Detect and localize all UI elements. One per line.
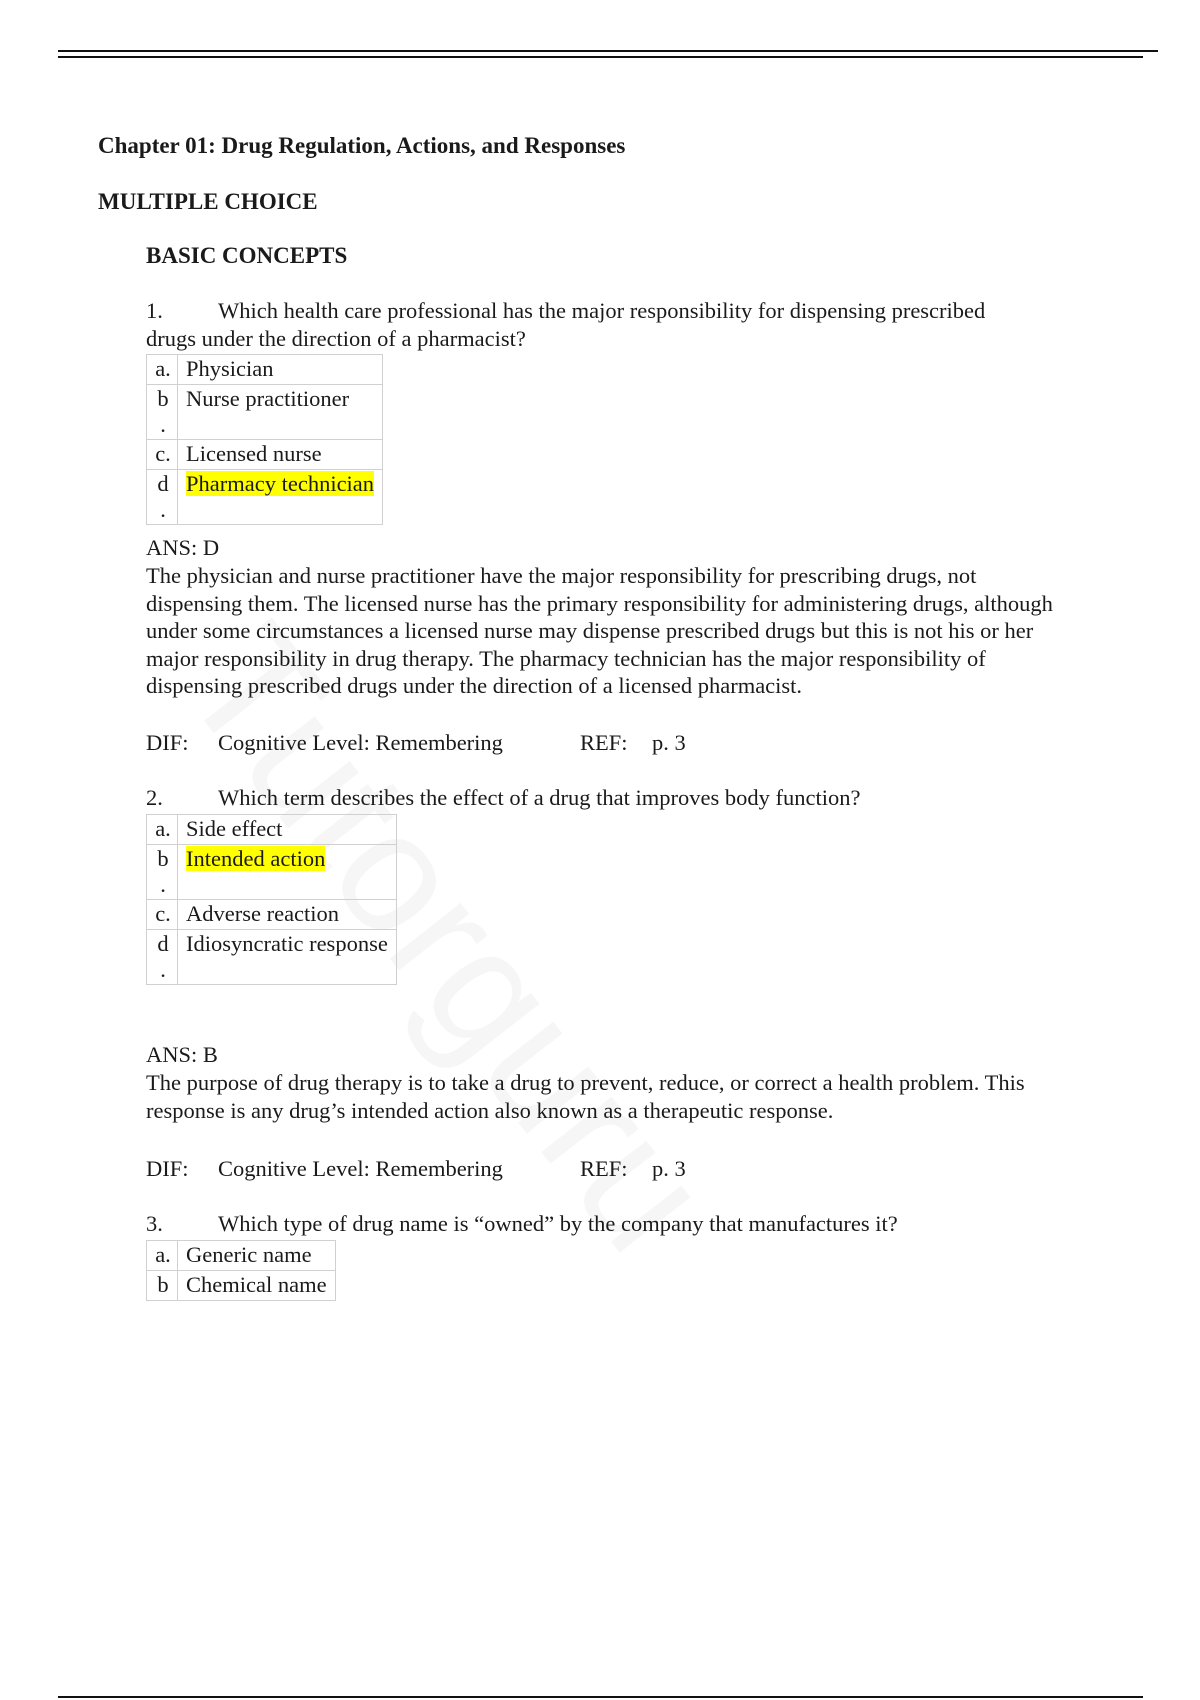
question-1-rationale: The physician and nurse practitioner have the major responsibility for prescribing drugs, not dispensing them. The licensed nurse has the primary responsibility for administering drugs, although under some circumstances a licensed nurse may dispense prescribed drugs but this is not his or her major responsibility in drug therapy. The pharmacy technician has the major responsibility of dispensing prescribed drugs under the direction of a licensed pharmacist. [146,563,1053,698]
answer-highlight: Pharmacy technician [186,471,375,496]
dif-label: DIF: [146,1156,189,1181]
option-row [147,930,397,985]
dif-label: DIF: [146,730,189,755]
question-1-options [146,354,383,525]
option-letter: b . [147,845,178,900]
section-heading: MULTIPLE CHOICE [98,189,318,214]
question-text-cont: drugs under the direction of a pharmacist? [146,326,526,351]
option-text: Nurse practitioner [178,385,383,440]
header-rule-bottom [58,56,1143,58]
question-1-stem [146,297,1046,353]
option-row [147,385,383,440]
question-2-stem [146,784,1046,812]
option-text-correct [178,470,383,525]
option-text: Side effect [178,815,397,845]
option-row [147,845,397,900]
header-rule-top [58,50,1158,52]
option-letter: a. [147,1241,178,1271]
option-text: Licensed nurse [178,440,383,470]
question-number: 2. [146,785,163,810]
option-row [147,355,383,385]
question-text: Which type of drug name is “owned” by the company that manufactures it? [218,1211,898,1236]
option-text: Adverse reaction [178,900,397,930]
option-row [147,440,383,470]
ref-value: p. 3 [652,1156,686,1181]
option-letter: d . [147,470,178,525]
option-text: Physician [178,355,383,385]
chapter-title: Chapter 01: Drug Regulation, Actions, and Responses [98,133,626,158]
option-row [147,900,397,930]
question-3-options [146,1240,336,1301]
question-2-options [146,814,397,985]
dif-value: Cognitive Level: Remembering [218,1156,503,1181]
option-letter: d . [147,930,178,985]
ref-label: REF: [580,730,628,755]
question-3-stem [146,1210,1046,1238]
option-letter: b [147,1271,178,1301]
option-row [147,815,397,845]
option-row [147,1271,336,1301]
option-text-correct [178,845,397,900]
option-text: Generic name [178,1241,336,1271]
option-row [147,470,383,525]
subsection-heading: BASIC CONCEPTS [146,243,348,268]
dif-value: Cognitive Level: Remembering [218,730,503,755]
option-text: Idiosyncratic response [178,930,397,985]
option-letter: c. [147,440,178,470]
question-1-answer: ANS: D [146,535,220,560]
option-row [147,1241,336,1271]
question-2-answer: ANS: B [146,1042,218,1067]
option-letter: a. [147,815,178,845]
option-letter: b . [147,385,178,440]
question-number: 3. [146,1211,163,1236]
option-text: Chemical name [178,1271,336,1301]
footer-rule [58,1696,1143,1698]
ref-value: p. 3 [652,730,686,755]
option-letter: a. [147,355,178,385]
question-2-rationale: The purpose of drug therapy is to take a drug to prevent, reduce, or correct a health problem. This response is any drug’s intended action also known as a therapeutic response. [146,1070,1025,1123]
question-text: Which term describes the effect of a drug that improves body function? [218,785,861,810]
answer-highlight: Intended action [186,846,326,871]
question-text: Which health care professional has the major responsibility for dispensing prescribed [218,298,986,323]
option-letter: c. [147,900,178,930]
ref-label: REF: [580,1156,628,1181]
question-number: 1. [146,298,163,323]
